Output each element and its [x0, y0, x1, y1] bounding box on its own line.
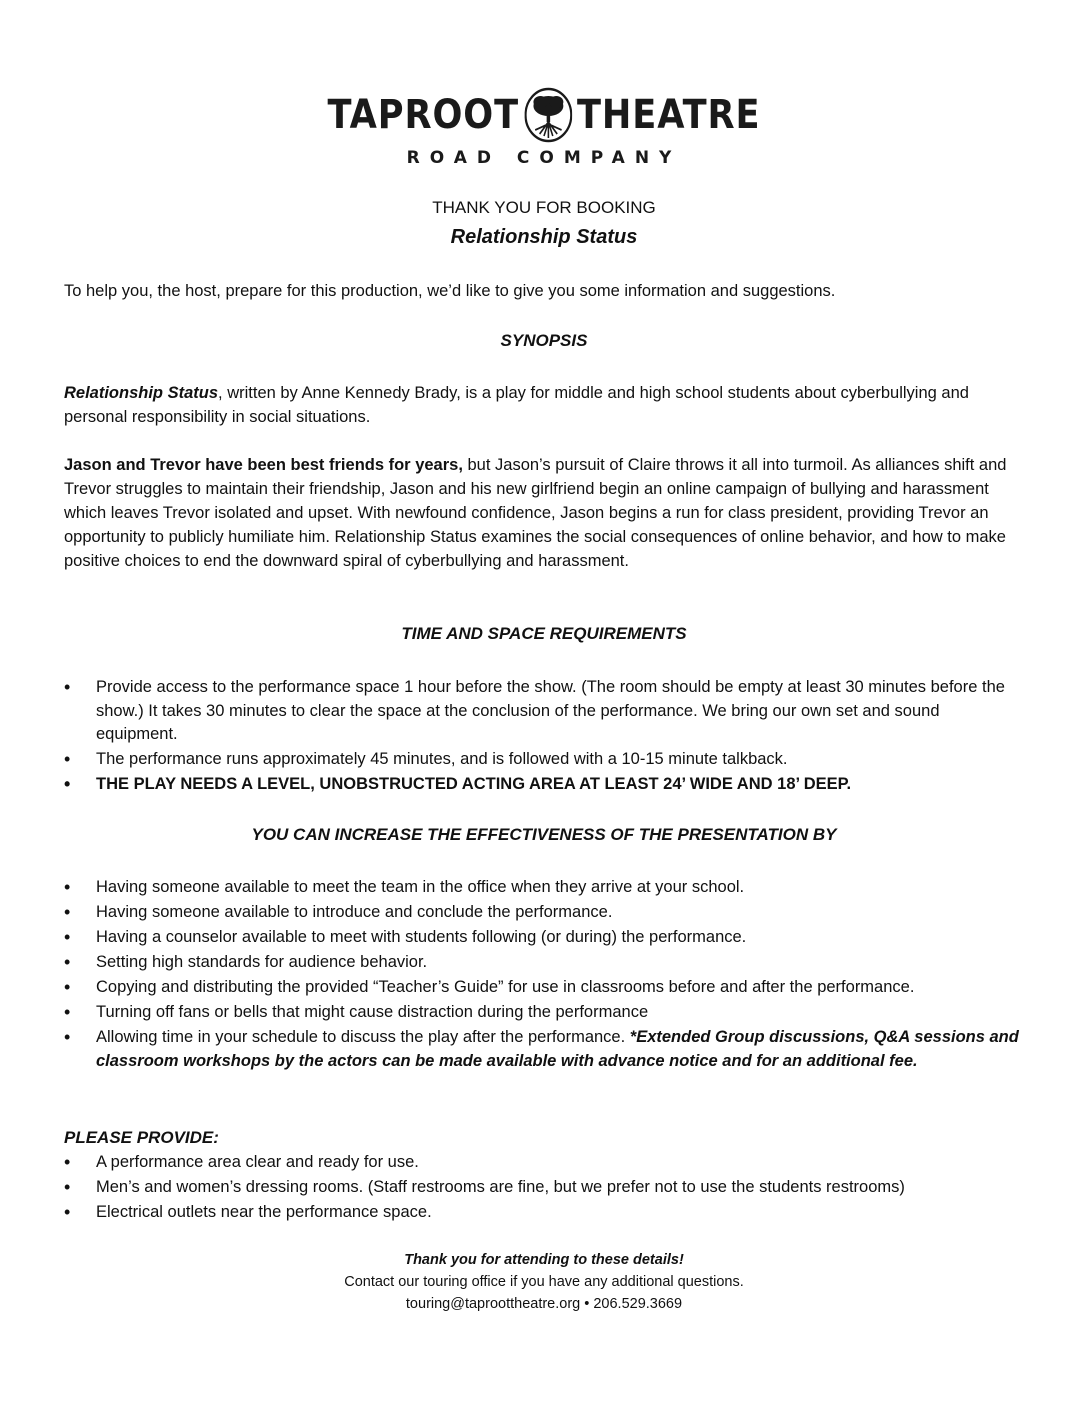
play-title: Relationship Status	[450, 226, 638, 248]
footer	[0, 1249, 1088, 1315]
footer-contact: Contact our touring office if you have any additional questions.	[344, 1274, 744, 1290]
synopsis-p1-text: , written by Anne Kennedy Brady, is a play for middle and high school students about cyberbullying and personal responsibility in social situations.	[64, 384, 969, 426]
logo-subtitle: ROAD COMPANY	[406, 148, 682, 168]
synopsis-paragraph-2	[64, 453, 1024, 573]
synopsis-p2-lead: Jason and Trevor have been best friends for years,	[64, 456, 463, 474]
list-item: • Electrical outlets near the performance space.	[64, 1201, 1024, 1225]
list-item: • Having someone available to meet the team in the office when they arrive at your school.	[64, 876, 1024, 900]
intro-paragraph: To help you, the host, prepare for this production, we’d like to give you some information and suggestions.	[64, 282, 836, 300]
taproot-logo	[0, 86, 1088, 168]
provide-list	[64, 1151, 1024, 1226]
extended-note: *Extended Group discussions, Q&A sessions and classroom workshops by the actors can be made available with advance notice and for an additional fee.	[96, 1028, 1019, 1070]
provide-heading: PLEASE PROVIDE:	[64, 1128, 219, 1147]
list-item: • Men’s and women’s dressing rooms. (Staff restrooms are fine, but we prefer not to use the students restrooms)	[64, 1176, 1024, 1200]
play-title-inline: Relationship Status	[64, 384, 219, 402]
synopsis-heading: SYNOPSIS	[500, 331, 588, 350]
list-item: • THE PLAY NEEDS A LEVEL, UNOBSTRUCTED ACTING AREA AT LEAST 24’ WIDE AND 18’ DEEP.	[64, 773, 1024, 797]
list-item: • Turning off fans or bells that might cause distraction during the performance	[64, 1001, 1024, 1025]
footer-thanks: Thank you for attending to these details!	[404, 1252, 684, 1268]
effectiveness-list	[64, 876, 1024, 1075]
booking-line: THANK YOU FOR BOOKING	[432, 198, 656, 217]
list-item: • A performance area clear and ready for use.	[64, 1151, 1024, 1175]
list-item: • The performance runs approximately 45 minutes, and is followed with a 10-15 minute talkback.	[64, 748, 1024, 772]
logo-wordmark	[328, 86, 761, 144]
list-item: • Having someone available to introduce and conclude the performance.	[64, 901, 1024, 925]
footer-email-phone: touring@taproottheatre.org • 206.529.3669	[405, 1296, 683, 1312]
logo-word-right: THEATRE	[577, 92, 761, 138]
list-item: • Having a counselor available to meet with students following (or during) the performance.	[64, 926, 1024, 950]
effectiveness-heading: YOU CAN INCREASE THE EFFECTIVENESS OF THE PRESENTATION BY	[251, 825, 837, 844]
synopsis-p2-text: but Jason’s pursuit of Claire throws it all into turmoil. As alliances shift and Trevor struggles to maintain their friendship, Jason and his new girlfriend begin an online campaign of bullying and harassment which leaves Trevor isolated and upset. With newfound confidence, Jason begins a run for class president, providing Trevor an opportunity to publicly humiliate him. Relationship Status examines the social consequences of online behavior, and how to make positive choices to end the downward spiral of cyberbullying and harassment.	[64, 456, 1007, 570]
synopsis-paragraph-1	[64, 381, 1024, 429]
list-item	[64, 1026, 1024, 1073]
time-space-heading: TIME AND SPACE REQUIREMENTS	[401, 624, 687, 643]
tree-icon	[524, 86, 572, 144]
list-item: • Copying and distributing the provided “Teacher’s Guide” for use in classrooms before and after the performance.	[64, 976, 1024, 1000]
list-item: • Provide access to the performance space 1 hour before the show. (The room should be empty at least 30 minutes before the show.) It takes 30 minutes to clear the space at the conclusion of the performance. We bring our own set and sound equipment.	[64, 676, 1024, 747]
list-item-text: Allowing time in your schedule to discuss the play after the performance.	[96, 1028, 630, 1046]
time-space-list	[64, 676, 1024, 798]
logo-word-left: TAPROOT	[327, 92, 520, 138]
list-item: • Setting high standards for audience behavior.	[64, 951, 1024, 975]
